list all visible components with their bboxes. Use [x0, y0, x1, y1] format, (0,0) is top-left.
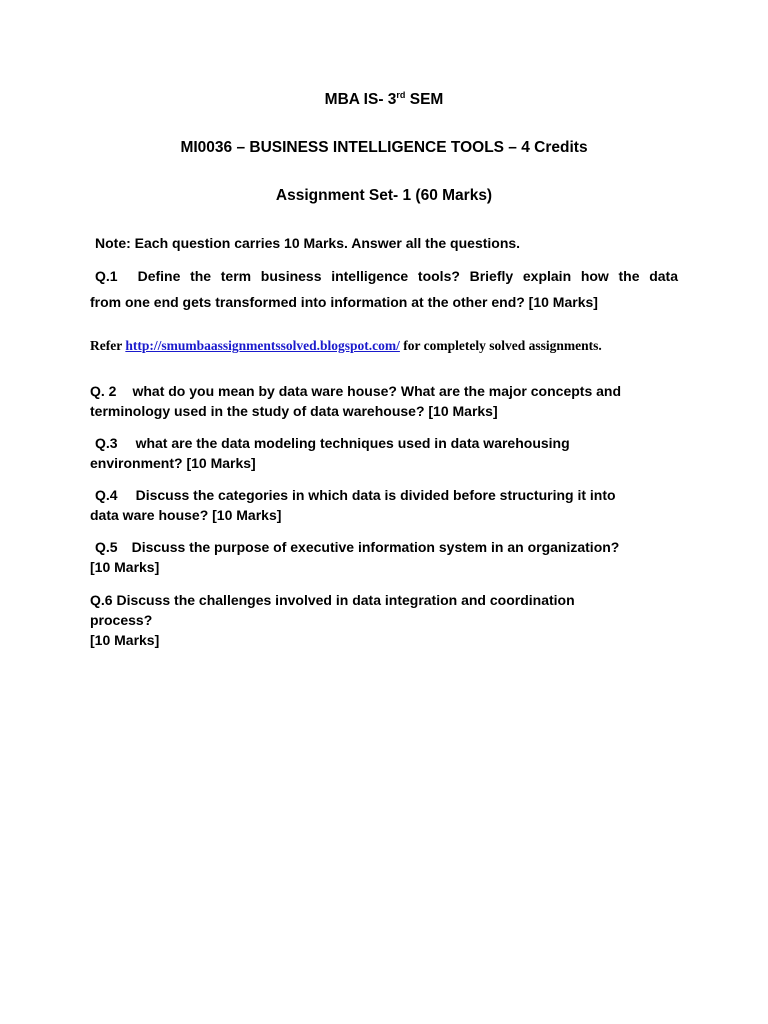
- assignment-title: Assignment Set- 1 (60 Marks): [275, 187, 493, 204]
- question-1-line-2: from one end gets transformed into information at the other end? [10 Marks]: [90, 294, 598, 310]
- question-5-line-2: [10 Marks]: [90, 559, 160, 575]
- question-4-text-1: Discuss the categories in which data is divided before structuring it into: [135, 487, 616, 503]
- question-5-text-1: Discuss the purpose of executive information system in an organization?: [131, 539, 620, 555]
- question-2-line-2: terminology used in the study of data warehouse? [10 Marks]: [90, 403, 498, 419]
- question-6-line-1: Q.6 Discuss the challenges involved in data integration and coordination: [90, 592, 575, 608]
- question-1-text-1: Define the term business intelligence tools? Briefly explain how the data: [137, 268, 678, 284]
- refer-prefix: Refer: [90, 338, 126, 353]
- question-3-line-2: environment? [10 Marks]: [90, 455, 256, 471]
- question-5-line-1: [90, 537, 619, 557]
- question-1-line-1: [90, 266, 678, 286]
- question-3-line-1: [90, 433, 570, 453]
- question-2-number: Q. 2: [90, 383, 117, 399]
- blog-link[interactable]: http://smumbaassignmentssolved.blogspot.com/: [125, 338, 400, 353]
- question-1: [90, 266, 678, 312]
- refer-line: [90, 338, 602, 354]
- question-2: [90, 381, 621, 421]
- note-text: Note: Each question carries 10 Marks. Answer all the questions.: [95, 235, 521, 251]
- program-title-prefix: MBA IS- 3: [324, 91, 397, 108]
- question-2-line-1: [90, 381, 621, 401]
- question-4-number: Q.4: [95, 487, 118, 503]
- program-title-suffix: SEM: [405, 91, 444, 108]
- question-6-line-2: process?: [90, 612, 153, 628]
- question-4-line-1: [90, 485, 616, 505]
- question-4-line-2: data ware house? [10 Marks]: [90, 507, 282, 523]
- question-4: [90, 485, 616, 525]
- question-5-number: Q.5: [95, 539, 118, 555]
- program-title-superscript: rd: [396, 89, 406, 100]
- question-2-text-1: what do you mean by data ware house? What are the major concepts and: [132, 383, 622, 399]
- question-5: [90, 537, 619, 577]
- question-3: [90, 433, 570, 473]
- question-3-number: Q.3: [95, 435, 118, 451]
- question-6-line-3: [10 Marks]: [90, 632, 160, 648]
- question-1-number: Q.1: [95, 268, 118, 284]
- question-6: [90, 590, 575, 650]
- refer-suffix: for completely solved assignments.: [399, 338, 602, 353]
- program-title: [0, 91, 768, 109]
- question-3-text-1: what are the data modeling techniques used in data warehousing: [135, 435, 570, 451]
- course-title: MI0036 – BUSINESS INTELLIGENCE TOOLS – 4 Credits: [180, 139, 588, 156]
